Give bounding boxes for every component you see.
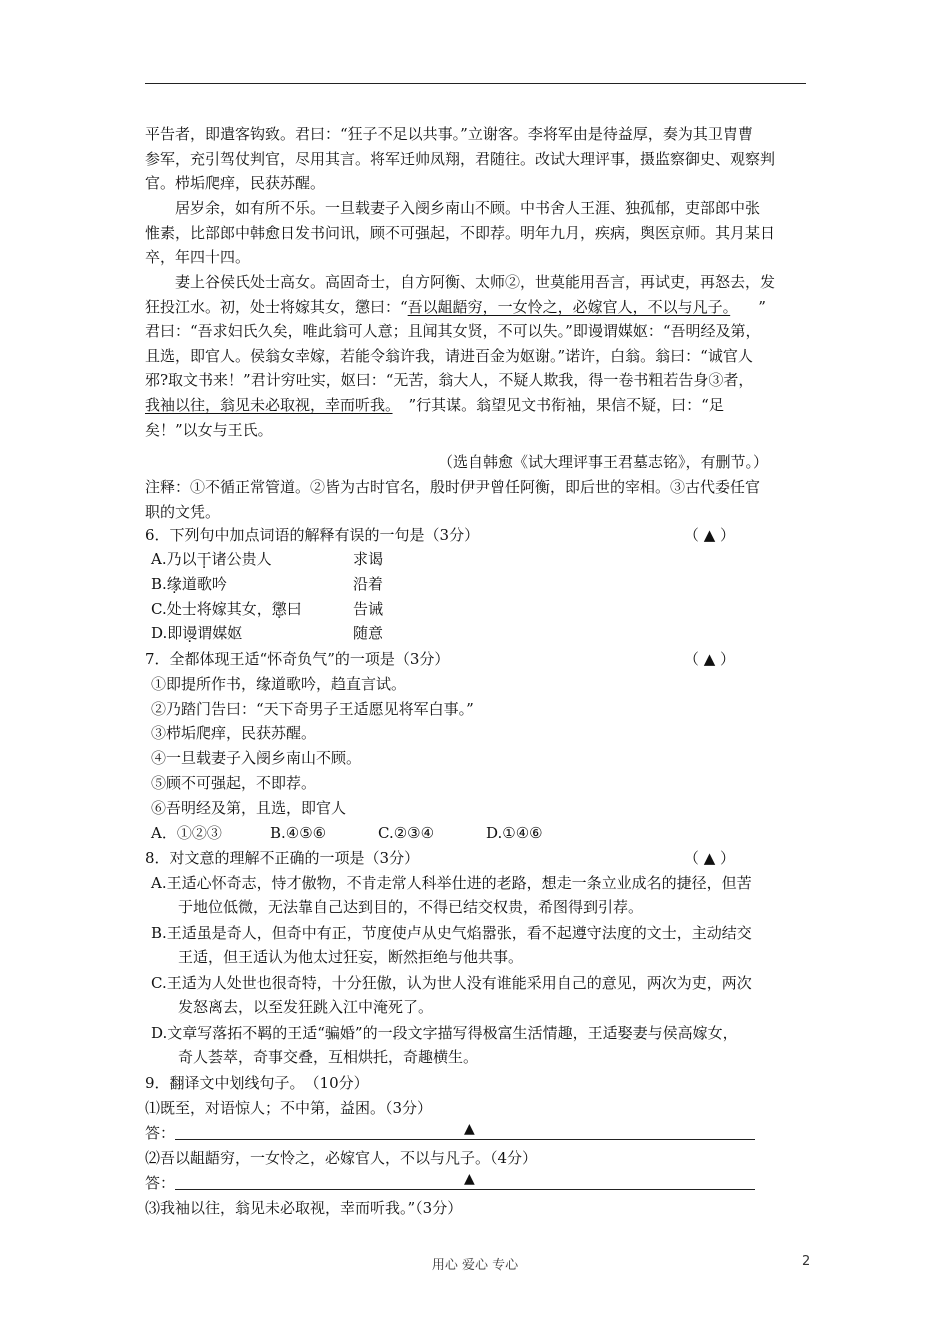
q6-option-d-meaning: 随意 (353, 624, 384, 642)
q7-item: ⑤顾不可强起，不即荐。 (151, 774, 317, 792)
underlined-sentence-2: 吾以龃龉穷，一女怜之，必嫁官人，不以与凡子。 (407, 297, 731, 316)
q6-option-c: C.处士将嫁其女，懲曰 (151, 600, 302, 618)
q9-sentence-2: ⑵吾以龃龉穷，一女怜之，必嫁官人，不以与凡子。（4分） (145, 1149, 538, 1167)
q7-choice-d: D.①④⑥ (486, 824, 543, 842)
q7-choice-b: B.④⑤⑥ (270, 824, 327, 842)
text-line: 且选，即官人。侯翁女幸嫁，若能令翁许我，请进百金为妪谢。”诺许，白翁。翁曰：“诚官人 (145, 346, 753, 365)
question-9-stem: 9．翻译文中划线句子。 （10分） (145, 1074, 369, 1092)
answer-mark: （ ▲ ） (683, 650, 735, 668)
text-line: 注释：①不循正常管道。②皆为古时官名，殷时伊尹曾任阿衡，即后世的宰相。③古代委任官 (145, 478, 761, 496)
q9-sentence-1: ⑴既至，对语惊人；不中第，益困。（3分） (145, 1099, 433, 1117)
q8-option-b: B.王适虽是奇人，但奇中有正，节度使卢从史气焰嚣张，看不起遵守法度的文士，主动结交 王适，但王适认为他太过狂妄，断然拒绝与他共事。 (151, 924, 752, 966)
text-line: 官。栉垢爬痒，民获苏醒。 (145, 174, 326, 193)
text-line: 卒，年四十四。 (145, 248, 251, 267)
text-line: 平告者，即遣客钩致。君曰：“狂子不足以共事。”立谢客。李将军由是待益厚，奏为其卫胄曹 (145, 125, 753, 143)
question-6-stem: 6．下列句中加点词语的解释有误的一句是（3分） （ ▲ ） (145, 523, 825, 547)
q7-item: ②乃踏门告曰：“天下奇男子王适愿见将军白事。” (151, 700, 474, 718)
q6-option-a-meaning: 求谒 (353, 550, 384, 568)
page-number: 2 (802, 1254, 811, 1269)
text-line: 职的文凭。 (145, 502, 221, 521)
q6-option-a: A.乃以干诸公贵人 (151, 550, 272, 568)
answer-line-1[interactable] (175, 1139, 755, 1140)
triangle-icon: ▲ (464, 1121, 475, 1137)
page-footer: 用心 爱心 专心 (431, 1258, 519, 1273)
question-8-stem: 8．对文意的理解不正确的一项是（3分） （ ▲ ） (145, 846, 825, 870)
underlined-sentence-3: 我袖以往，翁见未必取视，幸而听我。 (145, 395, 393, 414)
q7-item: ⑥吾明经及第，且选，即官人 (151, 799, 347, 817)
q7-item: ③栉垢爬痒，民获苏醒。 (151, 724, 317, 742)
text-line: 邪?取文书来！”君计穷吐实，妪曰：“无苦，翁大人，不疑人欺我，得一卷书粗若告身③者， (145, 371, 754, 390)
answer-label: 答： (145, 1124, 176, 1142)
text-line: 狂投江水。初，处士将嫁其女，懲曰：“吾以龃龉穷，一女怜之，必嫁官人，不以与凡子。 ” (145, 297, 766, 316)
q7-choice-a: A．①②③ (151, 824, 222, 842)
text-line: 君曰：“吾求妇氏久矣，唯此翁可人意；且闻其女贤，不可以失。”即谩谓媒妪：“吾明经及第， (145, 322, 761, 341)
q9-sentence-3: ⑶我袖以往，翁见未必取视，幸而听我。”（3分） (145, 1199, 463, 1217)
text-line: 惟素，比部郎中韩愈日发书问讯，顾不可强起，不即荐。明年九月，疾病，舆医京师。其月某日 (145, 223, 776, 242)
passage-paragraph-2 (145, 196, 815, 270)
answer-mark: （ ▲ ） (683, 526, 735, 544)
passage-paragraph-1 (145, 122, 815, 196)
text-line: 矣！”以女与王氏。 (145, 420, 273, 439)
text-line: 居岁余，如有所不乐。一旦载妻子入阌乡南山不顾。中书舍人王涯、独孤郁，吏部郎中张 (175, 199, 761, 217)
q6-option-d: D.即谩谓媒妪 (151, 624, 243, 642)
q7-item: ④一旦载妻子入阌乡南山不顾。 (151, 749, 362, 767)
passage-paragraph-3 (145, 270, 815, 442)
triangle-icon: ▲ (464, 1171, 475, 1187)
source-citation: （选自韩愈《试大理评事王君墓志铭》，有删节。） (438, 453, 769, 471)
q6-option-b: B.缘道歌吟 (151, 575, 227, 593)
q6-option-c-meaning: 告诫 (353, 600, 384, 618)
notes (145, 475, 815, 524)
q8-option-a: A.王适心怀奇志，恃才傲物，不肯走常人科举仕进的老路，想走一条立业成名的捷径，但苦 于地位低微，无法靠自己达到目的，不得已结交权贵，希图得到引荐。 (151, 874, 752, 916)
question-7-stem: 7．全都体现王适“怀奇负气”的一项是（3分） （ ▲ ） (145, 647, 825, 671)
q7-item: ①即提所作书，缘道歌吟，趋直言试。 (151, 675, 407, 693)
answer-line-2[interactable] (175, 1189, 755, 1190)
text-line: 妻上谷侯氏处士高女。高固奇士，自方阿衡、太师②，世莫能用吾言，再试吏，再怒去，发 (175, 273, 776, 291)
q7-choice-c: C.②③④ (378, 824, 435, 842)
q8-option-d: D.文章写落拓不羁的王适“骗婚”的一段文字描写得极富生活情趣，王适娶妻与侯高嫁女， 奇人荟萃，奇事交叠，互相烘托，奇趣横生。 (151, 1024, 738, 1066)
q8-option-c: C.王适为人处世也很奇特，十分狂傲，认为世人没有谁能采用自己的意见，两次为吏，两次 发怒离去，以至发狂跳入江中淹死了。 (151, 974, 752, 1016)
q6-option-b-meaning: 沿着 (353, 575, 384, 593)
answer-mark: （ ▲ ） (683, 849, 735, 867)
header-rule (145, 83, 806, 84)
text-line: 参军，充引驾仗判官，尽用其言。将军迁帅凤翔，君随往。改试大理评事，摄监察御史、观察判 (145, 149, 776, 168)
text-line: 我袖以往，翁见未必取视，幸而听我。 ”行其谋。翁望见文书衔袖，果信不疑，曰：“足 (145, 395, 724, 414)
answer-label: 答： (145, 1174, 176, 1192)
